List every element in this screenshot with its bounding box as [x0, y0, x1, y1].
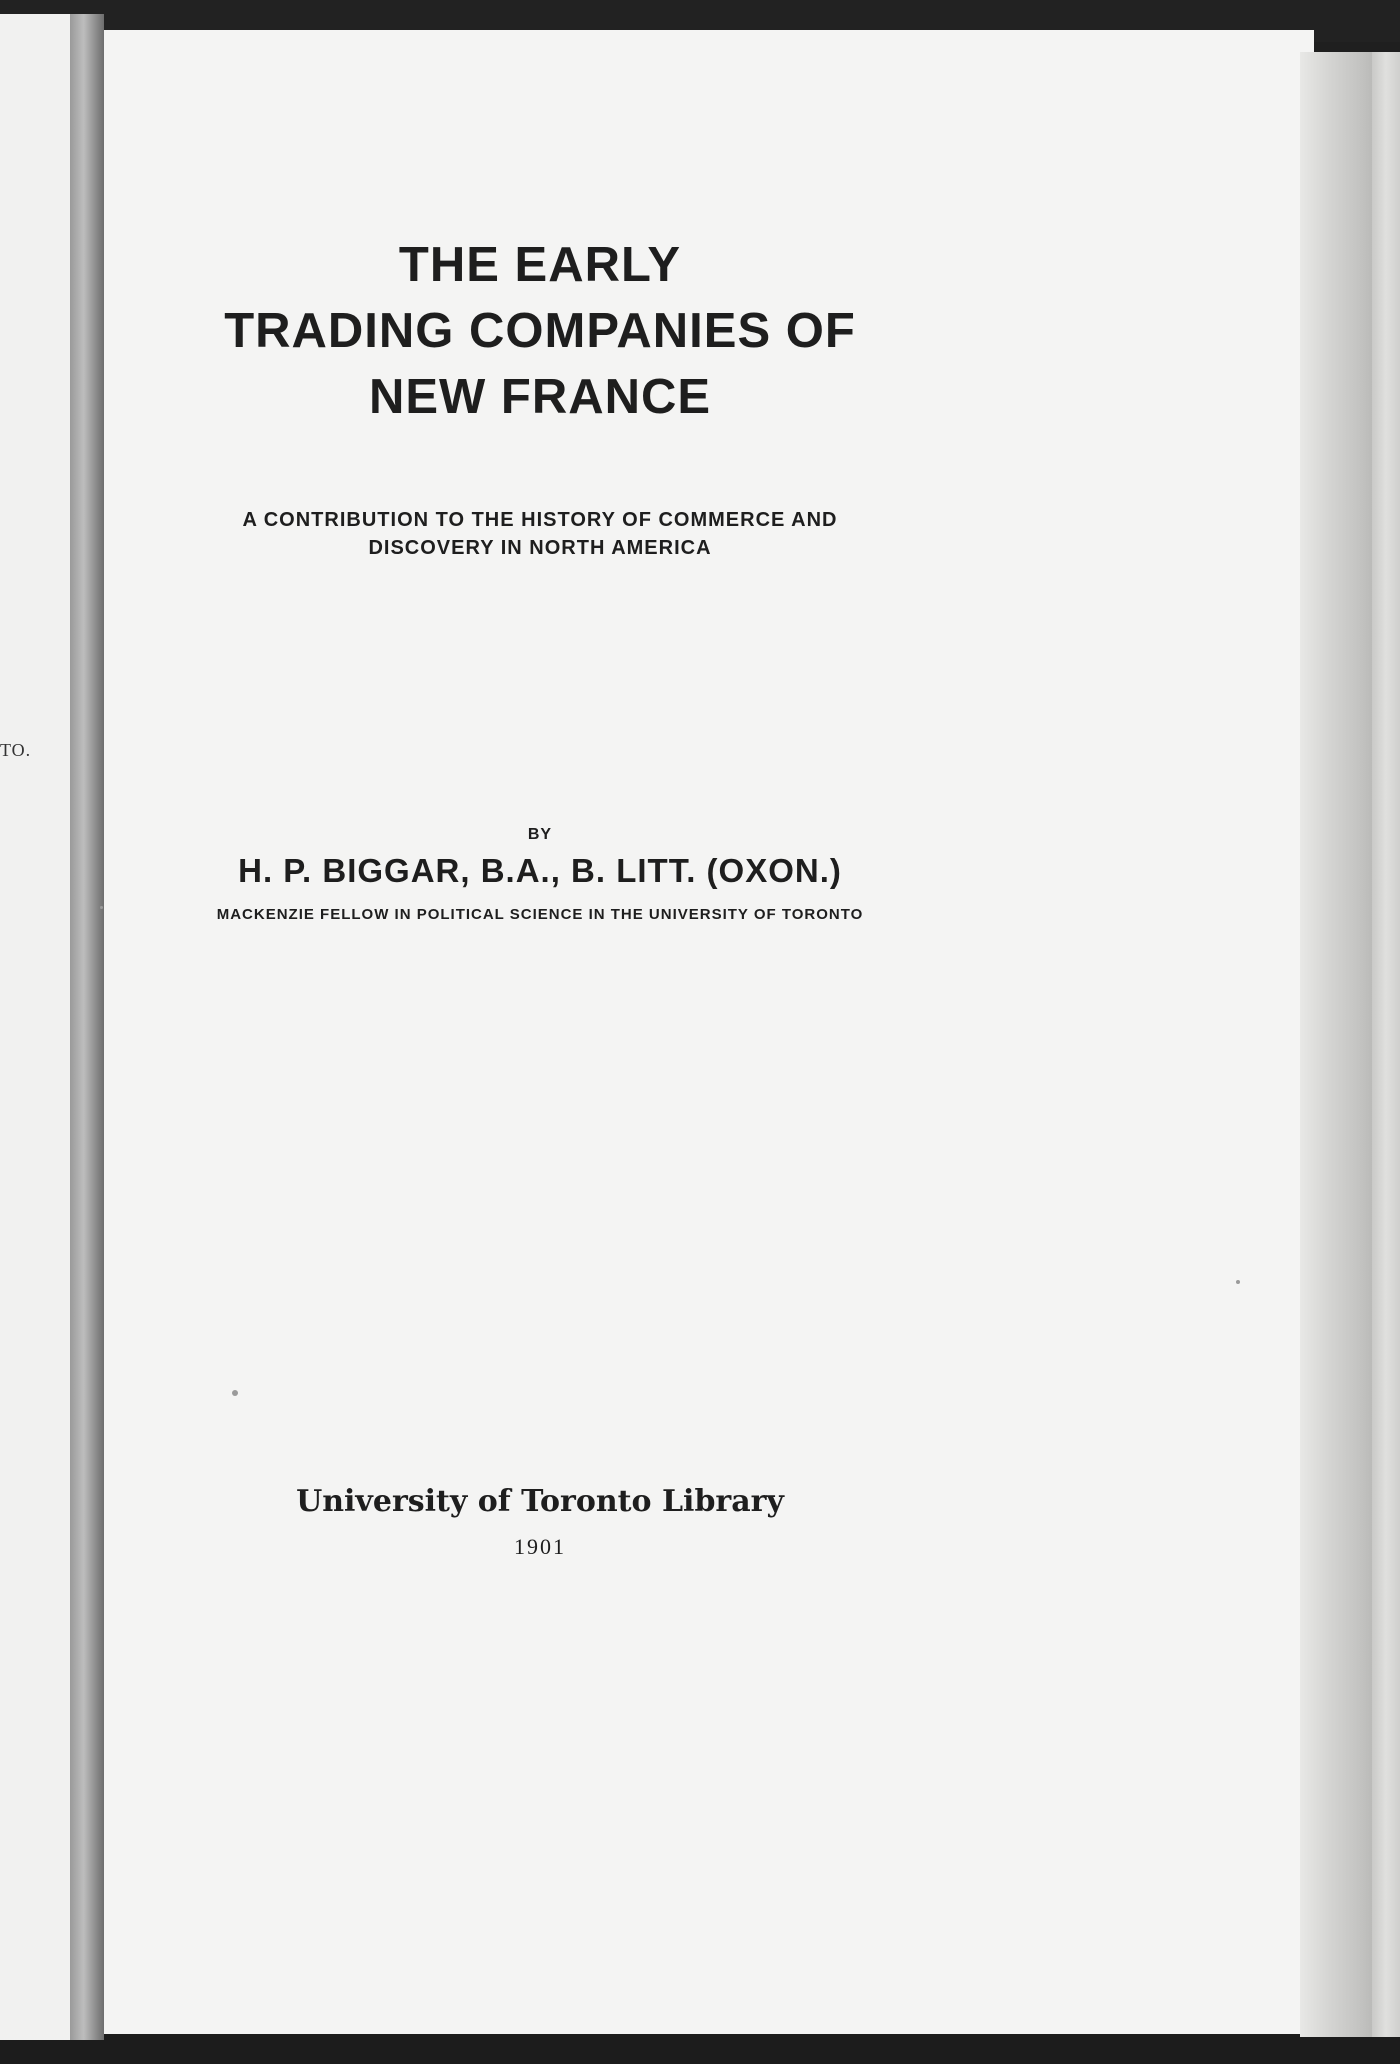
page-edge-highlight — [1372, 52, 1400, 2037]
subtitle-line: DISCOVERY IN NORTH AMERICA — [368, 537, 712, 559]
library-stamp: University of Toronto Library — [296, 1484, 784, 1519]
by-line: BY — [527, 826, 553, 843]
book-subtitle — [170, 506, 910, 562]
author-name: H. P. BIGGAR, B.A., B. LITT. (OXON.) — [238, 852, 842, 889]
book-title — [170, 232, 910, 430]
title-line: NEW FRANCE — [368, 370, 712, 424]
left-page — [0, 14, 70, 2040]
paper-speck — [1236, 1280, 1240, 1284]
paper-speck — [232, 1390, 238, 1396]
book-gutter — [70, 14, 104, 2040]
scanner-background-bottom — [0, 2032, 1400, 2064]
title-line: THE EARLY — [398, 238, 682, 292]
title-line: TRADING COMPANIES OF — [224, 304, 856, 358]
left-page-text-fragment: TO. — [0, 740, 32, 760]
publication-year: 1901 — [514, 1534, 566, 1559]
author-affiliation: MACKENZIE FELLOW IN POLITICAL SCIENCE IN THE UNIVERSITY OF TORONTO — [216, 906, 864, 923]
paper-speck — [100, 906, 103, 909]
subtitle-line: A CONTRIBUTION TO THE HISTORY OF COMMERCE AND — [242, 509, 838, 531]
